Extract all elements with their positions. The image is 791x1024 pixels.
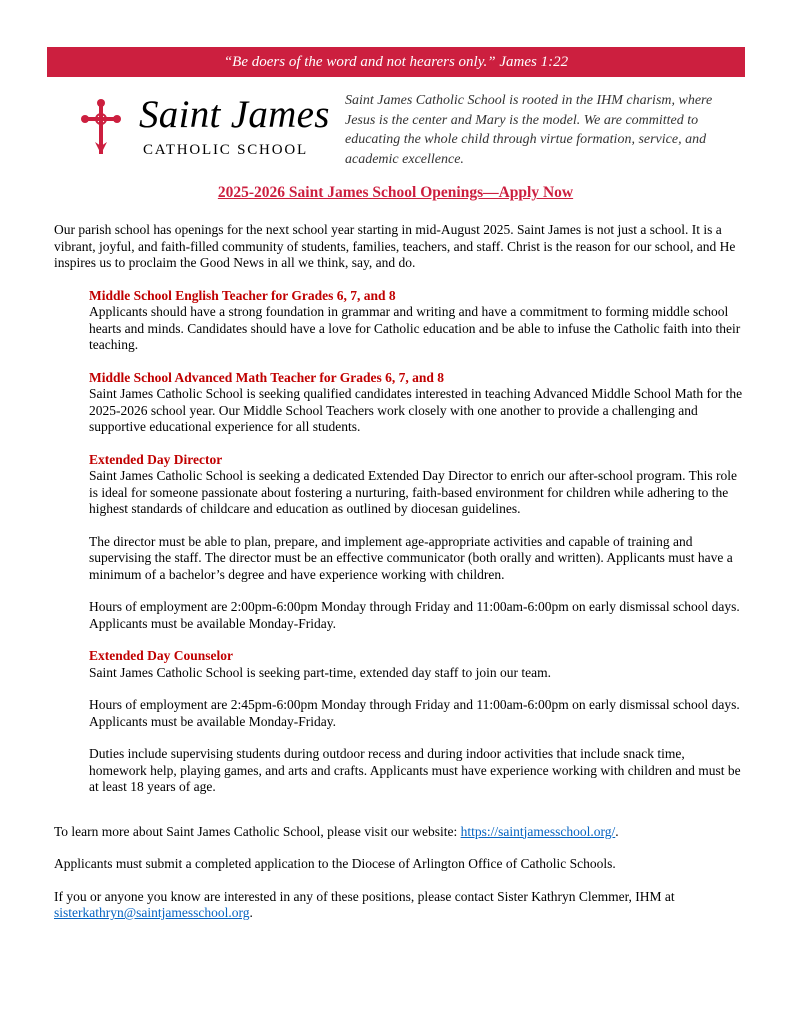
job-description: Saint James Catholic School is seeking a dedicated Extended Day Director to enrich our after-school program. This role is ideal for someone passionate about fostering a nurturing, faith-based environment for children while adhering to the highest standards of childcare and education as outlined by diocesan guidelines. <box>89 468 738 516</box>
job-description: Hours of employment are 2:00pm-6:00pm Monday through Friday and 11:00am-6:00pm on early dismissal school days. Applicants must be available Monday-Friday. <box>89 599 740 631</box>
logo-name: Saint James <box>139 93 330 136</box>
application-paragraph: Applicants must submit a completed application to the Diocese of Arlington Office of Catholic Schools. <box>54 856 616 871</box>
mission-statement: Saint James Catholic School is rooted in the IHM charism, where Jesus is the center and Mary is the model. We are committed to educating the whole child through virtue formation, service, and academic excellence. <box>345 93 713 167</box>
banner-quote: “Be doers of the word and not hearers only.” James 1:22 <box>223 54 569 70</box>
main-content <box>54 222 744 938</box>
contact-paragraph <box>54 889 744 922</box>
school-logo <box>81 93 330 164</box>
job-title: Middle School Advanced Math Teacher for Grades 6, 7, and 8 <box>89 369 445 385</box>
job-listing <box>89 648 744 796</box>
job-description: Saint James Catholic School is seeking qualified candidates interested in teaching Advanced Middle School Math for the 2025-2026 school year. Our Middle School Teachers work closely with one another to provide a challenging and supportive educational experience for all students. <box>89 386 743 434</box>
cross-icon <box>81 98 121 156</box>
website-link[interactable]: https://saintjamesschool.org/ <box>460 823 616 839</box>
contact-text: If you or anyone you know are interested in any of these positions, please contact Sister Kathryn Clemmer, IHM at <box>54 888 675 904</box>
job-description: Duties include supervising students during outdoor recess and during indoor activities that include snack time, homework help, playing games, and arts and crafts. Applicants must have experience working with children and must be at least 18 years of age. <box>89 746 741 794</box>
page-title: 2025-2026 Saint James School Openings—Apply Now <box>217 184 574 201</box>
contact-email-link[interactable]: sisterkathryn@saintjamesschool.org <box>54 905 250 920</box>
contact-suffix: . <box>249 905 253 920</box>
website-text: To learn more about Saint James Catholic School, please visit our website: <box>54 823 461 839</box>
job-listing <box>89 370 744 436</box>
job-listing <box>89 452 744 633</box>
website-suffix: . <box>615 823 619 839</box>
job-description: The director must be able to plan, prepare, and implement age-appropriate activities and capable of training and supervising the staff. The director must be an effective communicator (both orally and written). Applicants must have a minimum of a bachelor’s degree and have experience working with children. <box>89 533 733 582</box>
logo-subtitle: CATHOLIC SCHOOL <box>143 142 308 158</box>
job-description: Hours of employment are 2:45pm-6:00pm Monday through Friday and 11:00am-6:00pm on early dismissal school days. Applicants must be available Monday-Friday. <box>89 697 740 729</box>
quote-banner <box>47 47 745 77</box>
job-title: Extended Day Counselor <box>89 648 234 663</box>
job-title: Middle School English Teacher for Grades 6, 7, and 8 <box>89 287 396 303</box>
intro-paragraph: Our parish school has openings for the next school year starting in mid-August 2025. Saint James is not just a school. It is a vibrant, joyful, and faith-filled community of students, families, teachers, and staff. Christ is the reason for our school, and He inspires us to proclaim the Good News in all we think, say, and do. <box>54 222 736 270</box>
job-title: Extended Day Director <box>89 451 223 467</box>
page-header <box>47 86 745 166</box>
job-description: Applicants should have a strong foundation in grammar and writing and have a commitment to forming middle school hearts and minds. Candidates should have a love for Catholic education and be able to infuse the Catholic faith into their teaching. <box>89 304 741 352</box>
website-paragraph <box>54 824 744 841</box>
job-listing <box>89 288 744 354</box>
footer <box>54 824 744 922</box>
job-description: Saint James Catholic School is seeking part-time, extended day staff to join our team. <box>89 664 552 680</box>
